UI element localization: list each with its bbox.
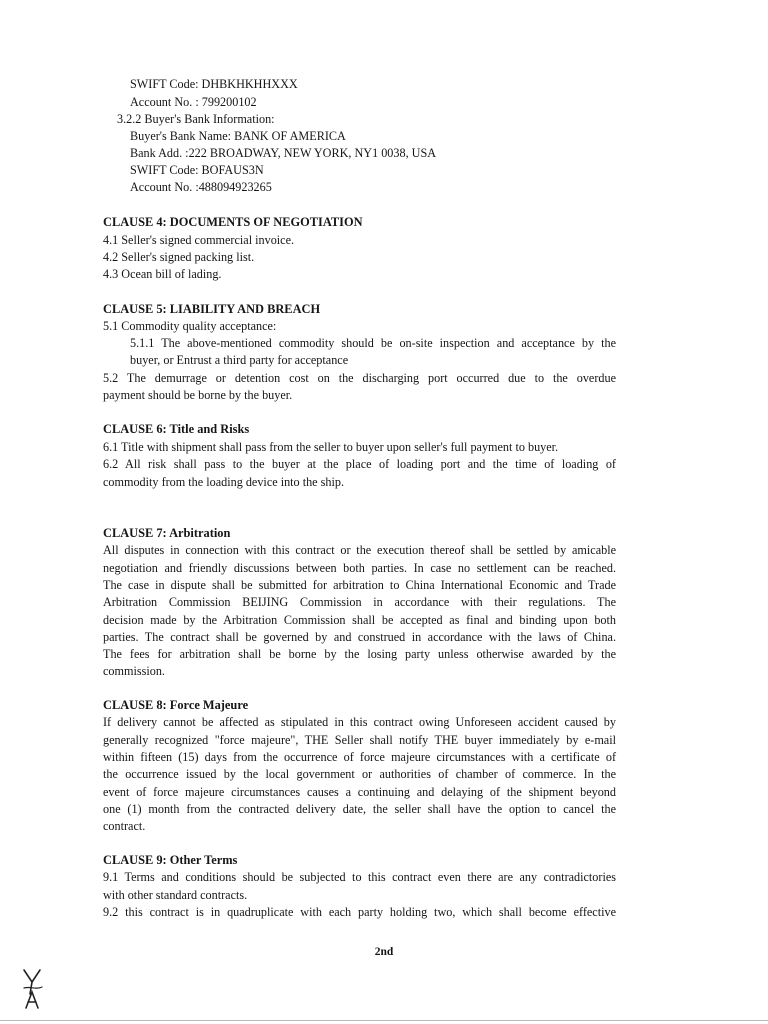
clause-9-item-2: 9.2 this contract is in quadruplicate with each party holding two, which shall become effective [103,905,616,919]
buyer-bank-heading: 3.2.2 Buyer's Bank Information: [117,112,275,126]
clause-8-title: CLAUSE 8: Force Majeure [103,698,249,712]
clause-6-title: CLAUSE 6: Title and Risks [103,422,250,436]
clause-8-line: contract. [103,819,146,833]
clause-4-item: 4.2 Seller's signed packing list. [103,250,255,264]
clause-5-item-2-line: payment should be borne by the buyer. [103,388,293,402]
seller-swift-code: SWIFT Code: DHBKHKHHXXX [130,77,298,91]
page-number-label: 2nd [374,946,394,958]
clause-8-line: the occurrence issued by the local government or authorities of chamber of commerce. In the [103,767,616,781]
clause-7-line: The fees for arbitration shall be borne by the losing party unless otherwise awarded by the [103,647,616,661]
clause-5-sub-item-line: buyer, or Entrust a third party for acceptance [130,353,349,367]
clause-6-item-2-line: 6.2 All risk shall pass to the buyer at the place of loading port and the time of loading of [103,457,616,471]
clause-8-line: within fifteen (15) days from the occurrence of force majeure circumstances with a certificate of [103,750,616,764]
clause-7-line: All disputes in connection with this contract or the execution thereof shall be settled by amicable [103,543,616,557]
clause-7-line: Arbitration Commission BEIJING Commission in accordance with their regulations. The [103,595,616,609]
clause-5-title: CLAUSE 5: LIABILITY AND BREACH [103,302,321,316]
clause-7-line: parties. The contract shall be governed by and construed in accordance with the laws of China. [103,630,616,644]
clause-5-item-1: 5.1 Commodity quality acceptance: [103,319,277,333]
bottom-scan-edge [0,1020,768,1021]
buyer-swift-code: SWIFT Code: BOFAUS3N [130,163,264,177]
clause-4-item: 4.1 Seller's signed commercial invoice. [103,233,295,247]
clause-8-line: If delivery cannot be affected as stipulated in this contract owing Unforeseen accident caused by [103,715,616,729]
clause-7-line: negotiation and friendly discussions between both parties. In case no settlement can be reached. [103,561,616,575]
clause-4-title: CLAUSE 4: DOCUMENTS OF NEGOTIATION [103,215,363,229]
clause-9-title: CLAUSE 9: Other Terms [103,853,238,867]
clause-9-item-1-line: 9.1 Terms and conditions should be subjected to this contract even there are any contradictories [103,870,616,884]
buyer-account-number: Account No. :488094923265 [130,180,272,194]
clause-7-title: CLAUSE 7: Arbitration [103,526,231,540]
handwritten-initials-icon [18,964,48,1014]
clause-5-sub-item-line: 5.1.1 The above-mentioned commodity should be on-site inspection and acceptance by the [130,336,616,350]
seller-account-number: Account No. : 799200102 [130,95,257,109]
clause-7-line: decision made by the Arbitration Commission shall be accepted as final and binding upon both [103,613,616,627]
clause-6-item-2-line: commodity from the loading device into the ship. [103,475,344,489]
clause-6-item-1: 6.1 Title with shipment shall pass from the seller to buyer upon seller's full payment to buyer. [103,440,559,454]
buyer-bank-name: Buyer's Bank Name: BANK OF AMERICA [130,129,346,143]
clause-5-item-2-line: 5.2 The demurrage or detention cost on the discharging port occurred due to the overdue [103,371,616,385]
clause-8-line: one (1) month from the contracted delivery date, the seller shall have the option to cancel the [103,802,616,816]
clause-7-line: commission. [103,664,165,678]
clause-8-line: event of force majeure circumstances causes a continuing and delaying of the shipment beyond [103,785,616,799]
clause-4-item: 4.3 Ocean bill of lading. [103,267,222,281]
clause-7-line: The case in dispute shall be submitted for arbitration to China International Economic and Trade [103,578,616,592]
clause-9-item-1-line: with other standard contracts. [103,888,248,902]
clause-8-line: generally recognized "force majeure", THE Seller shall notify THE buyer immediately by e-mail [103,733,616,747]
buyer-bank-address: Bank Add. :222 BROADWAY, NEW YORK, NY1 0038, USA [130,146,437,160]
